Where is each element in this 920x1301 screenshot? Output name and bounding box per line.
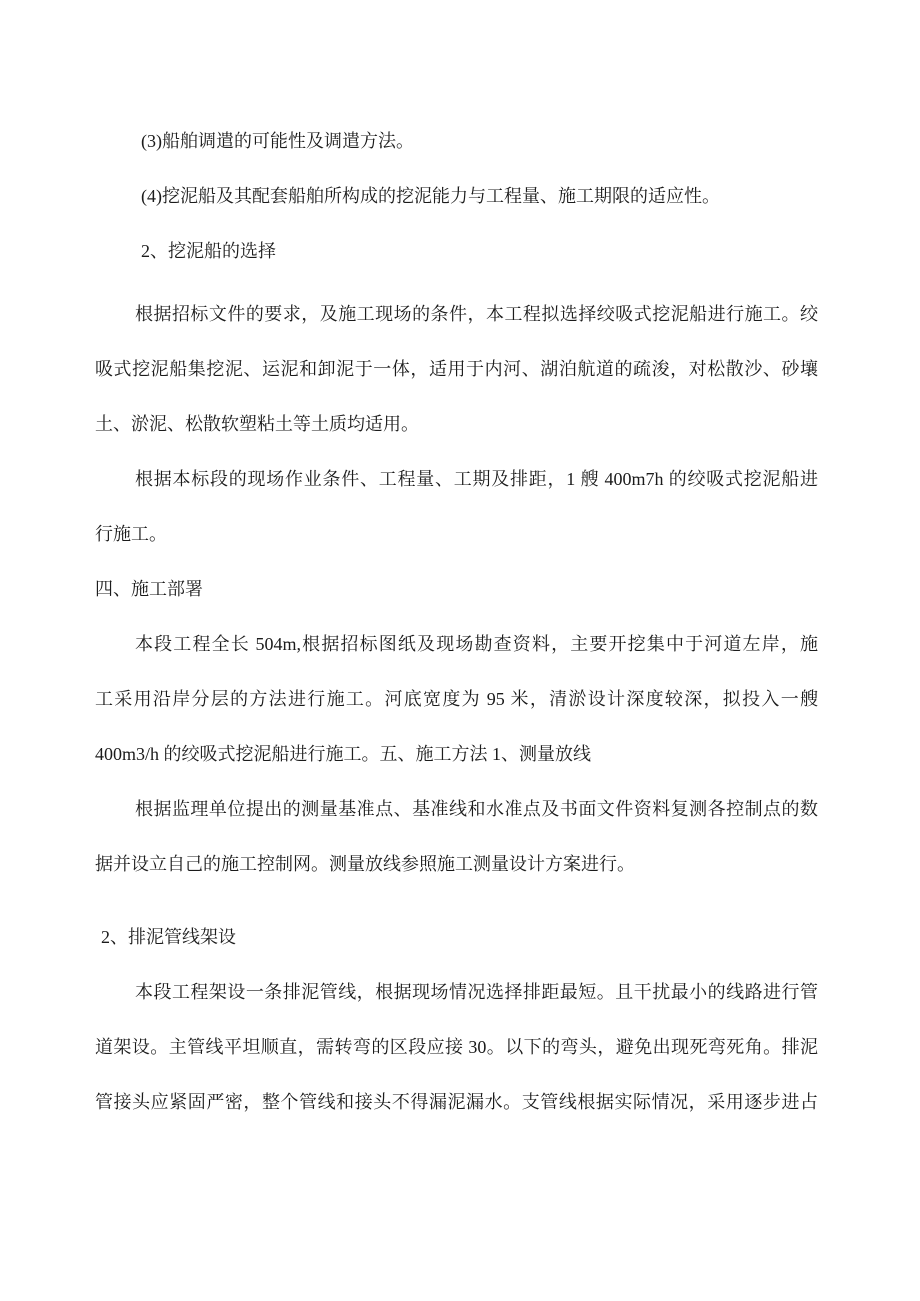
text-line: 管接头应紧固严密，整个管线和接头不得漏泥漏水。支管线根据实际情况，采用逐步进占 <box>95 1092 818 1112</box>
heading-pipeline-erection: 2、排泥管线架设 <box>101 927 236 947</box>
text-line: 根据招标文件的要求，及施工现场的条件，本工程拟选择绞吸式挖泥船进行施工。绞 <box>135 304 818 324</box>
text-line: 吸式挖泥船集挖泥、运泥和卸泥于一体，适用于内河、湖泊航道的疏浚，对松散沙、砂壤 <box>95 359 818 379</box>
text-line: 根据监理单位提出的测量基准点、基准线和水准点及书面文件资料复测各控制点的数 <box>135 799 818 819</box>
text-line: 土、淤泥、松散软塑粘土等土质均适用。 <box>95 414 419 434</box>
text-line: 本段工程架设一条排泥管线，根据现场情况选择排距最短。且干扰最小的线路进行管 <box>135 982 818 1002</box>
text-line: 据并设立自己的施工控制网。测量放线参照施工测量设计方案进行。 <box>95 854 635 874</box>
text-line: 根据本标段的现场作业条件、工程量、工期及排距，1 艘 400m7h 的绞吸式挖泥船进 <box>135 469 818 489</box>
text-line: 道架设。主管线平坦顺直，需转弯的区段应接 30。以下的弯头，避免出现死弯死角。排泥 <box>95 1037 818 1057</box>
heading-dredger-selection: 2、挖泥船的选择 <box>141 241 276 261</box>
text-line: 行施工。 <box>95 524 167 544</box>
text-line: 工采用沿岸分层的方法进行施工。河底宽度为 95 米，清淤设计深度较深，拟投入一艘 <box>95 689 818 709</box>
document-page <box>95 114 818 1130</box>
heading-section-four: 四、施工部署 <box>95 579 203 599</box>
list-item-3: (3)船舶调遣的可能性及调遣方法。 <box>141 131 414 151</box>
text-line: 400m3/h 的绞吸式挖泥船进行施工。五、施工方法 1、测量放线 <box>95 744 591 764</box>
text-line: 本段工程全长 504m,根据招标图纸及现场勘查资料，主要开挖集中于河道左岸，施 <box>135 634 818 654</box>
list-item-4: (4)挖泥船及其配套船舶所构成的挖泥能力与工程量、施工期限的适应性。 <box>141 186 720 206</box>
